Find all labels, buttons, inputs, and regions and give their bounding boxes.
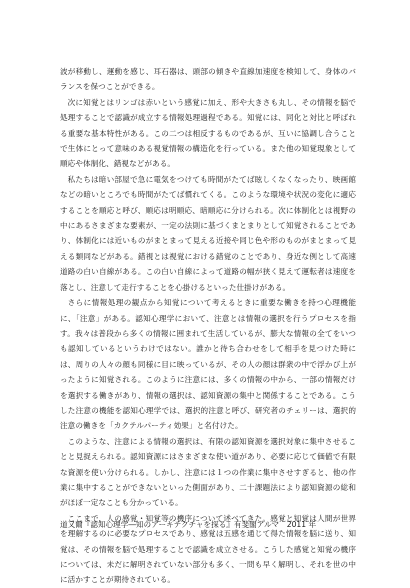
paragraph-perception: 次に知覚とはリンゴは赤いという感覚に加え、形や大きさも丸し、その情報を脳で処理することで認識が成立する情報処理過程である。知覚には、同化と対比と呼ばれる重要な基本特性がある。この二つは相反するものであるが、互いに協調し合うことで生体にとって意味のある視覚情報の構造化を行っている。また他の知覚現象として順応や体制化、錯視などがある。: [60, 97, 356, 169]
paragraph-adaptation: 私たちは暗い部屋で急に電気をつけても時間がたてば眩しくなくなったり、映画館などの暗いところでも時間がたてば慣れてくる。このような環境や状況の変化に適応することを順応と呼び、順応は明順応、暗順応に分けられる。次に体制化とは視野の中にあるさまざまな要素が、一定の法則に基づくまとまりとして知覚されることであり、体制化には近いものがまとまって見える近接や同じ色や形のものがまとまって見える類同などがある。錯視とは視覚における錯覚のことであり、身近な例として高速道路の白い自線がある。この白い自線によって道路の幅が狭く見えて運転者は速度を落とし、注意して走行することを心掛けるといった仕掛けがある。: [60, 174, 356, 292]
body-text: [60, 64, 356, 588]
paragraph-cognitive-resources: このような、注意による情報の選択は、有限の認知資源を選択対象に集中させることと見捉えられる。認知資源にはさまざまな使い道があり、必要に応じて価値で有限な資源を使い分けられる。しかし、注意には１つの作業に集中させすぎると、他の作業に集中することができないといった側面があり、二十課題法により認知資源の総和がほぼ一定なことも分かっている。: [60, 436, 356, 508]
paragraph-attention: さらに情報処理の観点から知覚について考えるときに重要な働きを持つ心理機能に、「注意」がある。認知心理学において、注意とは情報の選択を行うプロセスを指す。我々は普段から多くの情報に囲まれて生活しているが、膨大な情報の全てをいつも認知しているというわけではない。誰かと待ち合わせをして相手を見つけた時には、周りの人々の顔も同様に目に映っているが、その人の顔は群衆の中で浮かび上がったように知覚される。このように注意には、多くの情報の中から、一部の情報だけを選択する働きがあり、情報の選択は、認知資源の集中と関係することである。こうした注意の機能を認知心理学では、選択的注意と呼び、研究者のチェリーは、選択的注意の働きを「カクテルパーティ効果」と名付けた。: [60, 298, 356, 431]
paragraph-vestibular: 波が移動し、運動を感じ、耳石器は、頭部の傾きや直線加速度を検知して、身体のバランスを保つことができる。: [60, 67, 356, 92]
reference-citation: 道又爾『認知心理学―知のアーキテクチャを探る』有斐閣アルマ 2011 年: [60, 520, 317, 529]
paragraph-conclusion: ここまで、人の感覚・知覚等の機序について述べてきた。感覚と知覚は人間が世界を理解するのに必要なプロセスであり、感覚は五感を通じて得た情報を脳に送り、知覚は、その情報を脳で処理することで認識を成立させる。こうした感覚と知覚の機序については、未だに解明されていない部分も多く、一問も早く解明し、それを世の中に活かすことが期待されている。: [60, 513, 356, 585]
